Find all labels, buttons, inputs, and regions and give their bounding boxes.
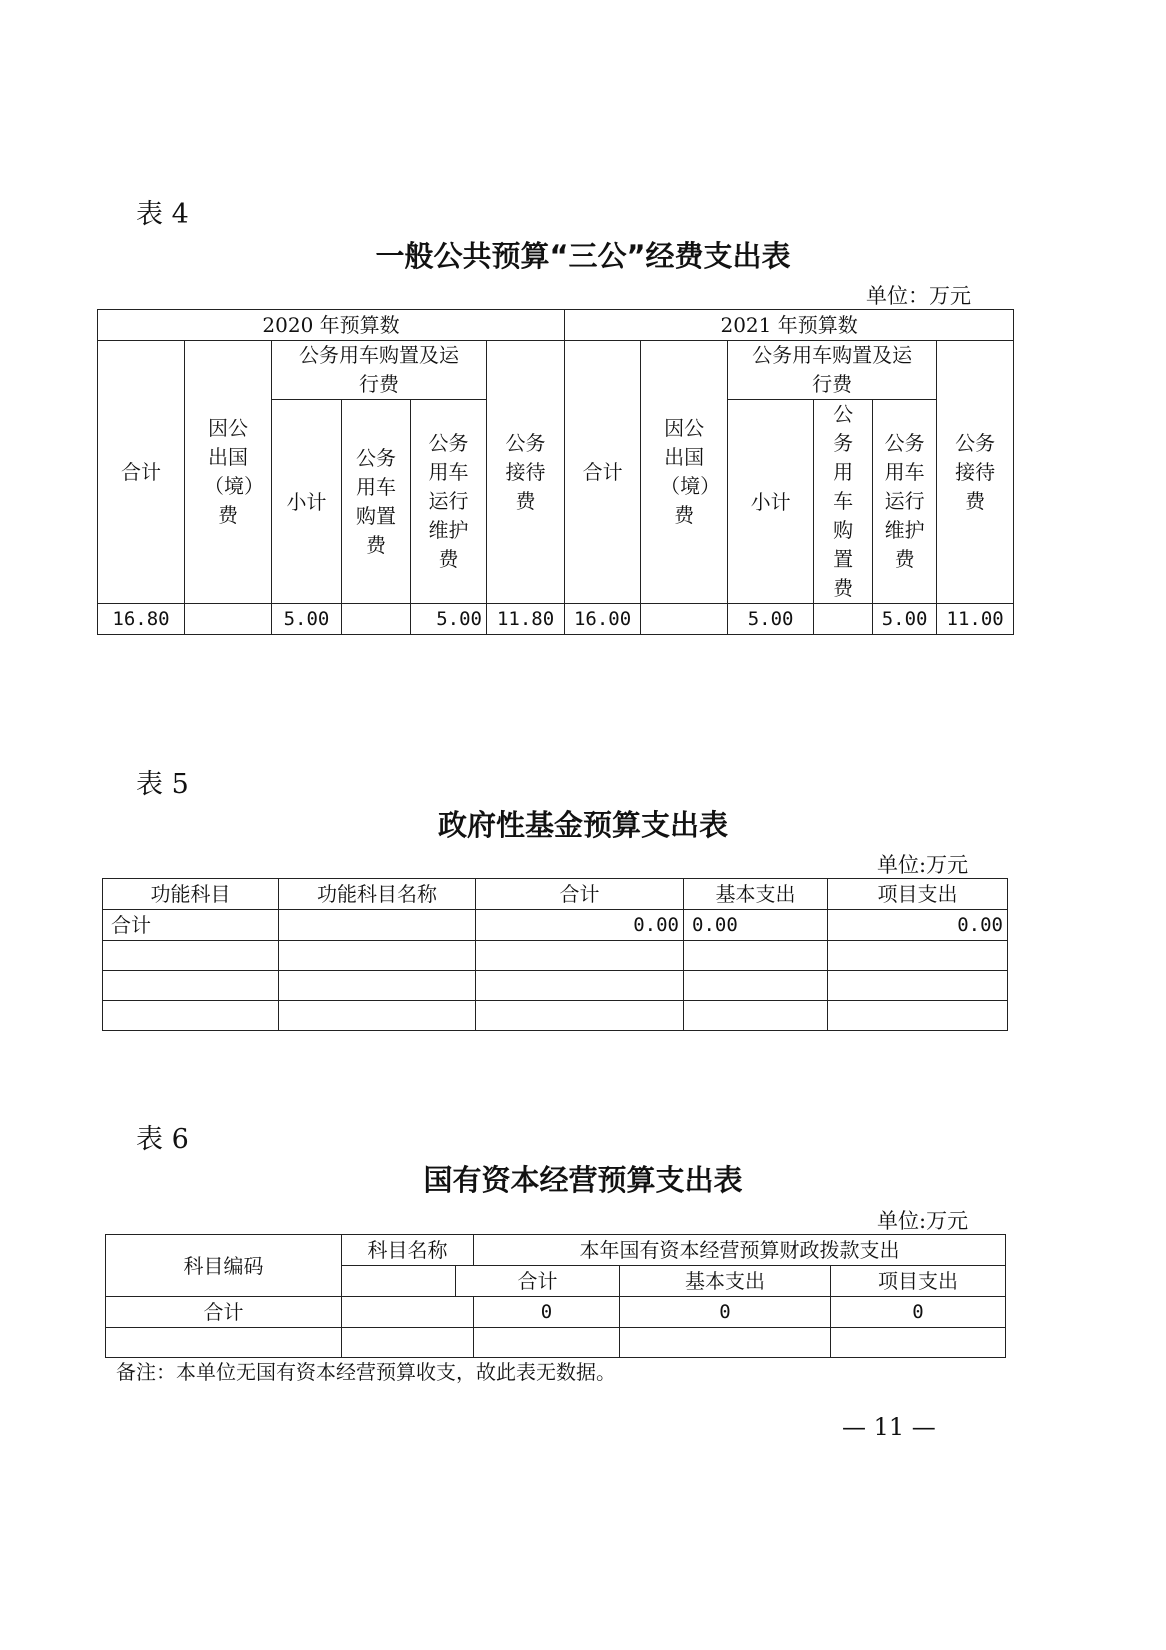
table5-title: 政府性基金预算支出表 [437, 808, 728, 842]
page-number: — 11 — [842, 1413, 936, 1441]
table4-title: 一般公共预算“三公”经费支出表 [375, 239, 791, 273]
cell-car-purchase-2021 [814, 604, 873, 635]
table4-label: 表 4 [136, 199, 189, 230]
cell-reception-2020: 11.80 [487, 604, 565, 635]
cell-car-purchase-2020 [342, 604, 411, 635]
t6-header-project: 项目支出 [831, 1266, 1006, 1297]
header-car-purchase-2020 [342, 400, 411, 604]
cell-subtotal-2021: 5.00 [728, 604, 814, 635]
header-2021: 2021 年预算数 [565, 310, 1014, 341]
t5-header-basic: 基本支出 [684, 879, 828, 910]
t5-header-total: 合计 [476, 879, 684, 910]
header-car-run-2020-text: 公务用车运行维护费 [428, 431, 469, 571]
header-abroad-2021 [641, 341, 728, 604]
header-abroad-2021-text: 因公出国（境）费 [660, 416, 721, 527]
header-car-purchase-2020-text: 公务用车购置费 [356, 445, 396, 557]
t6-total-name [342, 1297, 474, 1328]
t6-total-label: 合计 [106, 1297, 342, 1328]
header-car-group-2020 [272, 341, 487, 400]
header-reception-2021 [937, 341, 1014, 604]
t6-total-sum: 0 [474, 1297, 620, 1328]
t5-total-sum: 0.00 [476, 910, 684, 941]
t6-total-row [106, 1297, 1006, 1328]
table6-note: 备注：本单位无国有资本经营预算收支，故此表无数据。 [116, 1360, 616, 1384]
car-group-2020-line2: 行费 [359, 372, 399, 396]
t6-header-name: 科目名称 [342, 1235, 474, 1266]
t5-header-project: 项目支出 [828, 879, 1008, 910]
t6-header-group: 本年国有资本经营预算财政拨款支出 [474, 1235, 1006, 1266]
cell-total-2020: 16.80 [98, 604, 185, 635]
car-group-2021-line1: 公务用车购置及运 [752, 343, 913, 367]
header-subtotal-2020: 小计 [272, 400, 342, 604]
header-reception-2021-text: 公务接待费 [955, 430, 996, 513]
header-total-2021: 合计 [565, 341, 641, 604]
t5-total-label: 合计 [103, 910, 279, 941]
t5-total-basic: 0.00 [684, 910, 828, 941]
t6-total-basic: 0 [620, 1297, 831, 1328]
cell-total-2021: 16.00 [565, 604, 641, 635]
t6-header-total: 合计 [456, 1266, 620, 1297]
cell-car-run-2020: 5.00 [411, 604, 487, 635]
table5-label: 表 5 [136, 769, 189, 800]
header-reception-2020-text: 公务接待费 [505, 430, 546, 513]
t5-total-name [279, 910, 476, 941]
header-car-purchase-2021 [814, 400, 873, 604]
table5-unit: 单位:万元 [877, 853, 969, 877]
table6-label: 表 6 [136, 1124, 189, 1155]
t5-total-project: 0.00 [828, 910, 1008, 941]
table4 [97, 309, 1014, 635]
table5 [102, 878, 1008, 1031]
car-group-2021-line2: 行费 [812, 372, 853, 396]
header-reception-2020 [487, 341, 565, 604]
t5-empty-row [103, 971, 1008, 1001]
header-subtotal-2021: 小计 [728, 400, 814, 604]
table4-unit: 单位：万元 [866, 284, 971, 308]
t6-header-code: 科目编码 [106, 1235, 342, 1297]
header-abroad-2020-text: 因公出国（境）费 [204, 416, 264, 527]
table6-unit: 单位:万元 [877, 1209, 969, 1233]
cell-subtotal-2020: 5.00 [272, 604, 342, 635]
t5-header-name: 功能科目名称 [279, 879, 476, 910]
cell-abroad-2020 [185, 604, 272, 635]
t5-empty-row [103, 1001, 1008, 1031]
header-car-group-2021 [728, 341, 937, 400]
header-total-2020: 合计 [98, 341, 185, 604]
t5-total-row [103, 910, 1008, 941]
header-abroad-2020 [185, 341, 272, 604]
table4-data-row [98, 604, 1014, 635]
t6-total-project: 0 [831, 1297, 1006, 1328]
t6-header-name-blank [342, 1266, 456, 1297]
header-car-run-2021-text: 公务用车运行维护费 [884, 431, 925, 571]
table6-title: 国有资本经营预算支出表 [423, 1163, 743, 1197]
cell-car-run-2021: 5.00 [873, 604, 937, 635]
header-car-run-2020 [411, 400, 487, 604]
t5-header-code: 功能科目 [103, 879, 279, 910]
t6-header-basic: 基本支出 [620, 1266, 831, 1297]
header-car-purchase-2021-text: 公务用车购置费 [833, 402, 854, 600]
table6 [105, 1234, 1006, 1358]
cell-abroad-2021 [641, 604, 728, 635]
cell-reception-2021: 11.00 [937, 604, 1014, 635]
t5-empty-row [103, 941, 1008, 971]
car-group-2020-line1: 公务用车购置及运 [299, 343, 459, 367]
t6-empty-row [106, 1328, 1006, 1358]
header-car-run-2021 [873, 400, 937, 604]
header-2020: 2020 年预算数 [98, 310, 565, 341]
